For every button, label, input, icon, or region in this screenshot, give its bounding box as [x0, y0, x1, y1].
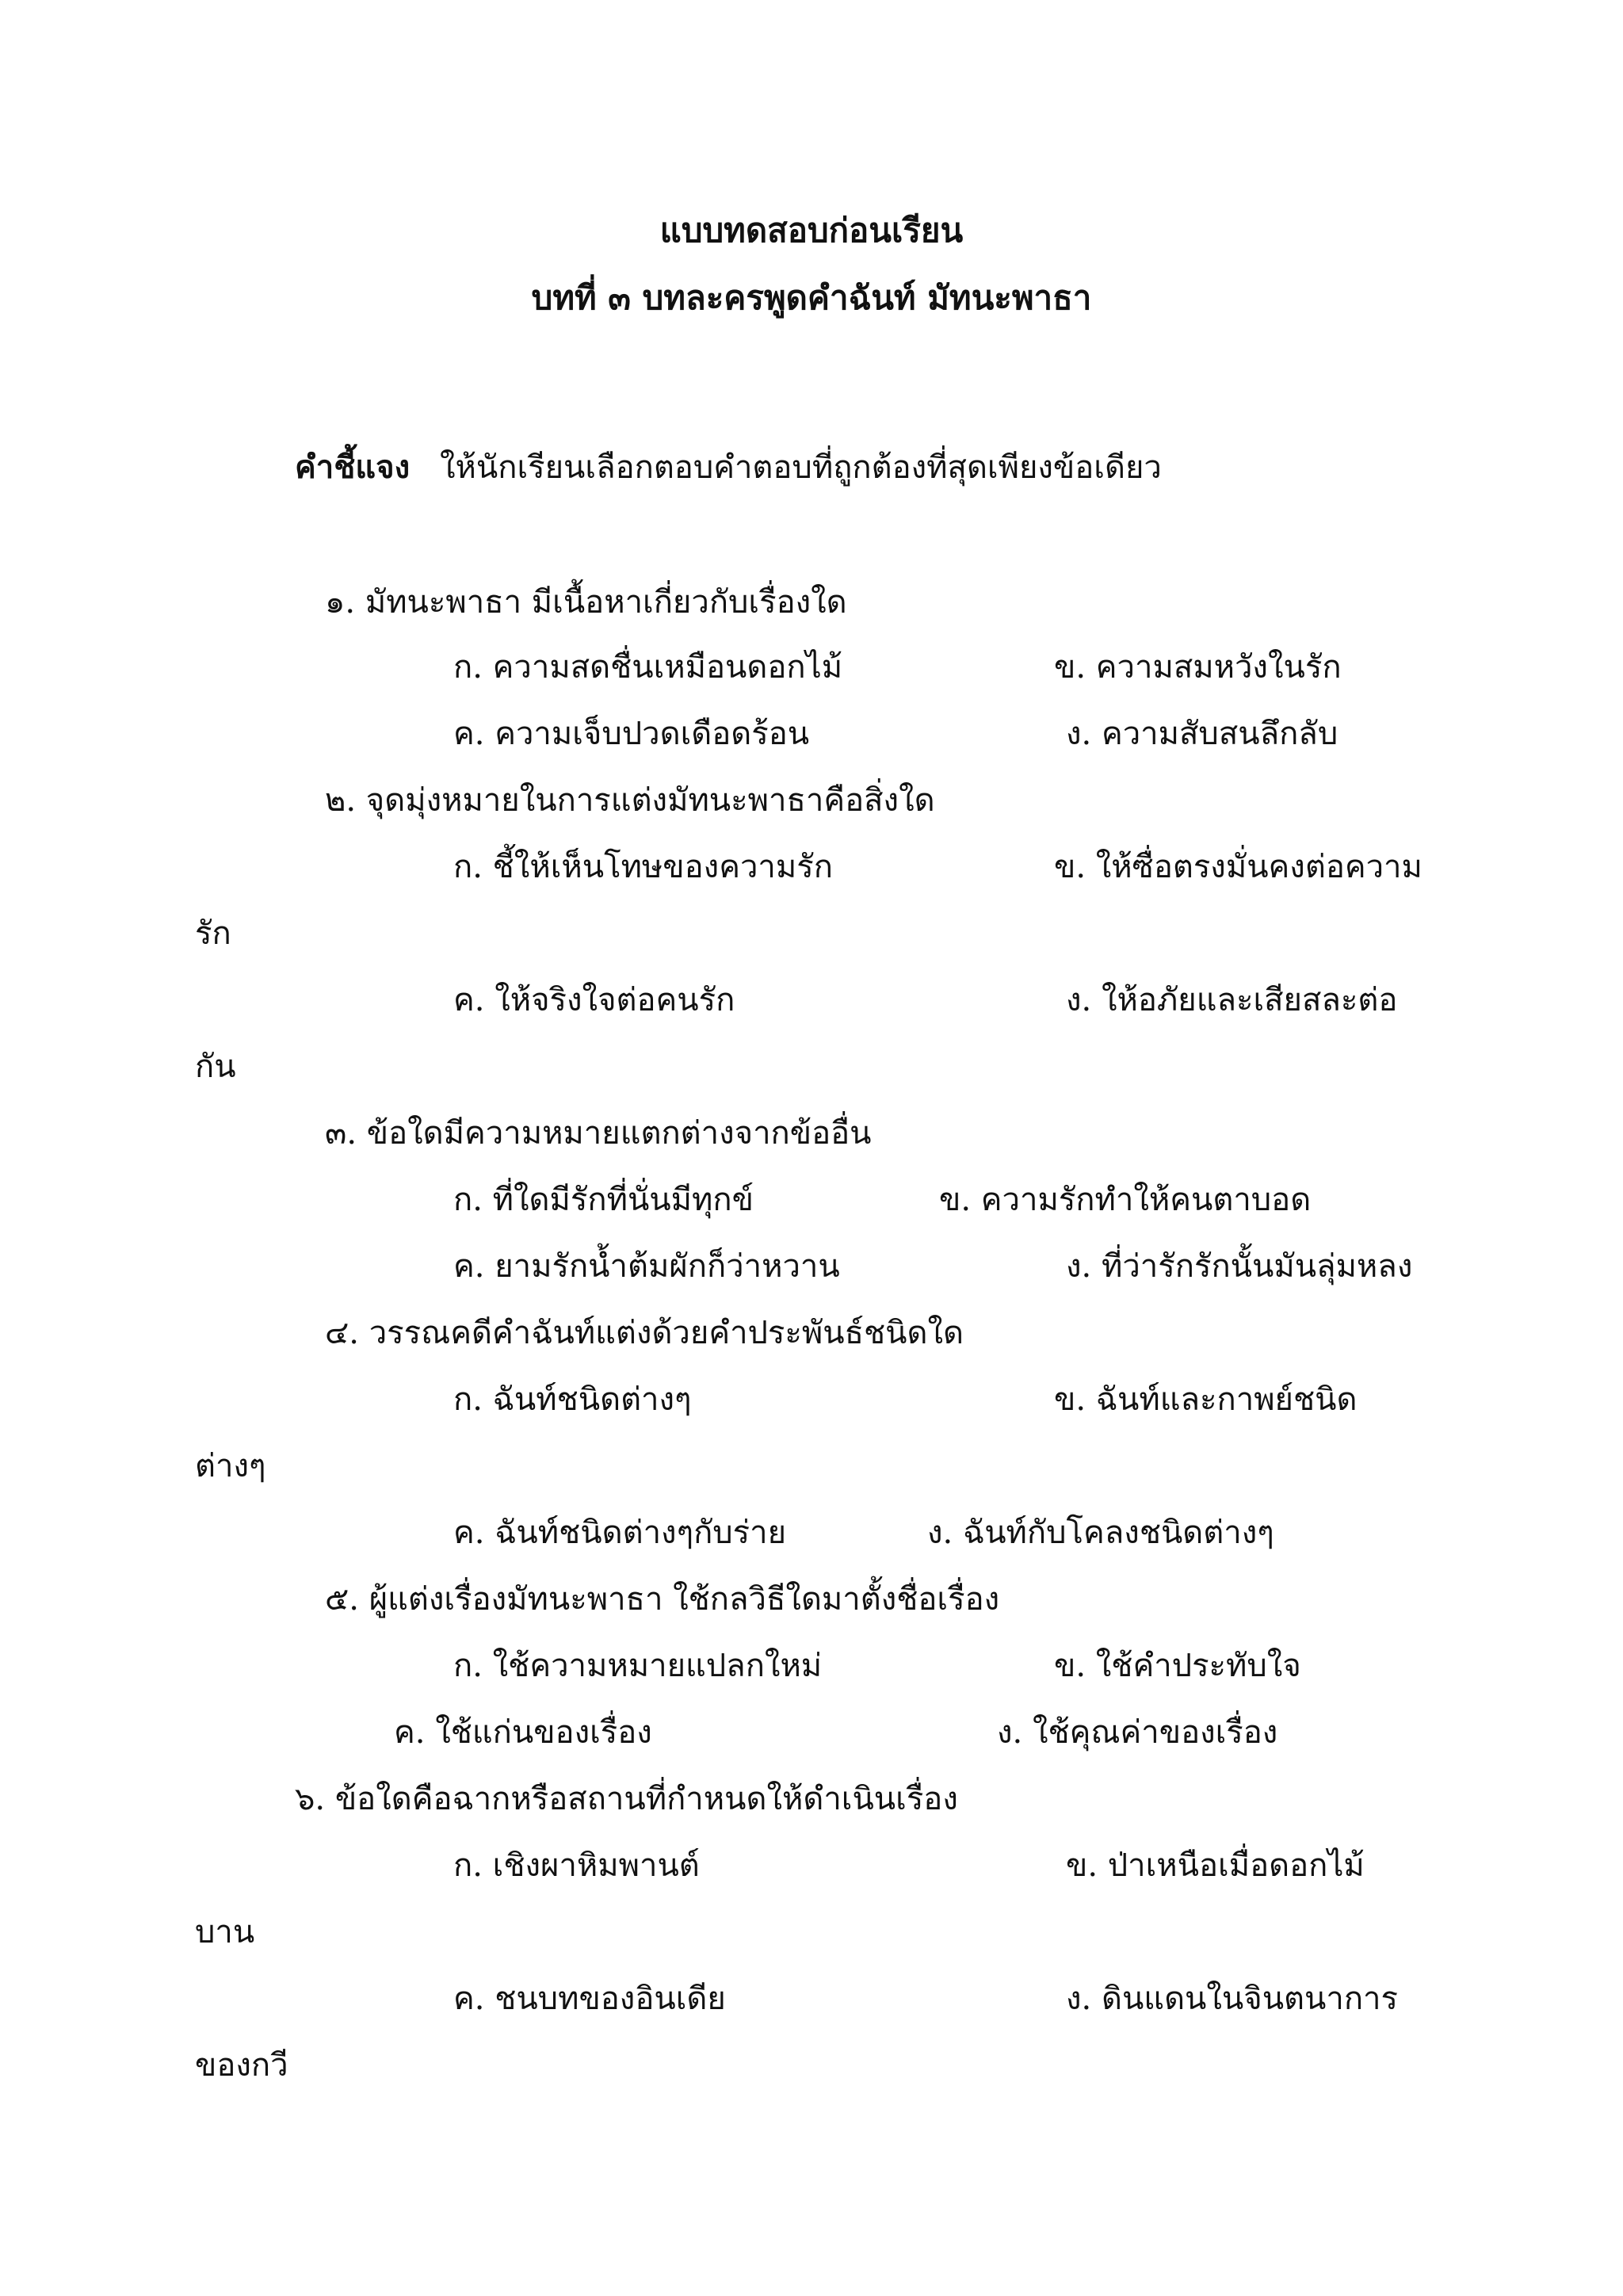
- q2-option-b-continued: รัก: [195, 915, 231, 952]
- question-4: ๔. วรรณคดีคำฉันท์แต่งด้วยคำประพันธ์ชนิดใด: [325, 1315, 964, 1351]
- q5-option-c: ค. ใช้แก่นของเรื่อง: [394, 1714, 652, 1751]
- q2-option-d: ง. ให้อภัยและเสียสละต่อ: [1066, 982, 1398, 1018]
- q4-option-c: ค. ฉันท์ชนิดต่างๆกับร่าย: [453, 1515, 787, 1551]
- q6-option-d: ง. ดินแดนในจินตนาการ: [1066, 1981, 1398, 2017]
- question-6: ๖. ข้อใดคือฉากหรือสถานที่กำหนดให้ดำเนินเรื่อง: [295, 1781, 958, 1817]
- question-5: ๕. ผู้แต่งเรื่องมัทนะพาธา ใช้กลวิธีใดมาตั้งชื่อเรื่อง: [325, 1581, 1000, 1618]
- q4-option-d: ง. ฉันท์กับโคลงชนิดต่างๆ: [927, 1515, 1274, 1551]
- page-title: แบบทดสอบก่อนเรียน: [659, 211, 964, 250]
- q1-option-c: ค. ความเจ็บปวดเดือดร้อน: [453, 716, 810, 752]
- page-subtitle: บทที่ ๓ บทละครพูดคำฉันท์ มัทนะพาธา: [531, 278, 1092, 317]
- q3-option-c: ค. ยามรักน้ำต้มผักก็ว่าหวาน: [453, 1248, 840, 1285]
- q1-option-a: ก. ความสดชื่นเหมือนดอกไม้: [453, 649, 843, 686]
- q3-option-a: ก. ที่ใดมีรักที่นั่นมีทุกข์: [453, 1182, 754, 1218]
- q5-option-b: ข. ใช้คำประทับใจ: [1054, 1648, 1301, 1684]
- q2-option-c: ค. ให้จริงใจต่อคนรัก: [453, 982, 735, 1018]
- q6-option-b-continued: บาน: [195, 1914, 255, 1950]
- q4-option-b: ข. ฉันท์และกาพย์ชนิด: [1054, 1381, 1358, 1418]
- q5-option-a: ก. ใช้ความหมายแปลกใหม่: [453, 1648, 823, 1684]
- question-2: ๒. จุดมุ่งหมายในการแต่งมัทนะพาธาคือสิ่งใด: [325, 782, 935, 819]
- question-3: ๓. ข้อใดมีความหมายแตกต่างจากข้ออื่น: [325, 1115, 872, 1152]
- q4-option-a: ก. ฉันท์ชนิดต่างๆ: [453, 1381, 692, 1418]
- q4-option-b-continued: ต่างๆ: [195, 1448, 266, 1484]
- q5-option-d: ง. ใช้คุณค่าของเรื่อง: [997, 1714, 1278, 1751]
- q2-option-a: ก. ชี้ให้เห็นโทษของความรัก: [453, 849, 833, 885]
- question-1: ๑. มัทนะพาธา มีเนื้อหาเกี่ยวกับเรื่องใด: [325, 584, 847, 621]
- q2-option-d-continued: กัน: [195, 1049, 236, 1085]
- instruction-text: ให้นักเรียนเลือกตอบคำตอบที่ถูกต้องที่สุดเพียงข้อเดียว: [440, 449, 1162, 486]
- q3-option-b: ข. ความรักทำให้คนตาบอด: [939, 1182, 1312, 1218]
- q6-option-b: ข. ป่าเหนือเมื่อดอกไม้: [1066, 1847, 1365, 1884]
- q1-option-d: ง. ความสับสนลึกลับ: [1066, 716, 1338, 752]
- instruction-label: คำชี้แจง: [295, 449, 411, 486]
- q6-option-c: ค. ชนบทของอินเดีย: [453, 1981, 726, 2017]
- q6-option-a: ก. เชิงผาหิมพานต์: [453, 1847, 700, 1884]
- q6-option-d-continued: ของกวี: [195, 2047, 288, 2084]
- q2-option-b: ข. ให้ซื่อตรงมั่นคงต่อความ: [1054, 849, 1423, 885]
- q3-option-d: ง. ที่ว่ารักรักนั้นมันลุ่มหลง: [1066, 1248, 1413, 1285]
- q1-option-b: ข. ความสมหวังในรัก: [1054, 649, 1342, 686]
